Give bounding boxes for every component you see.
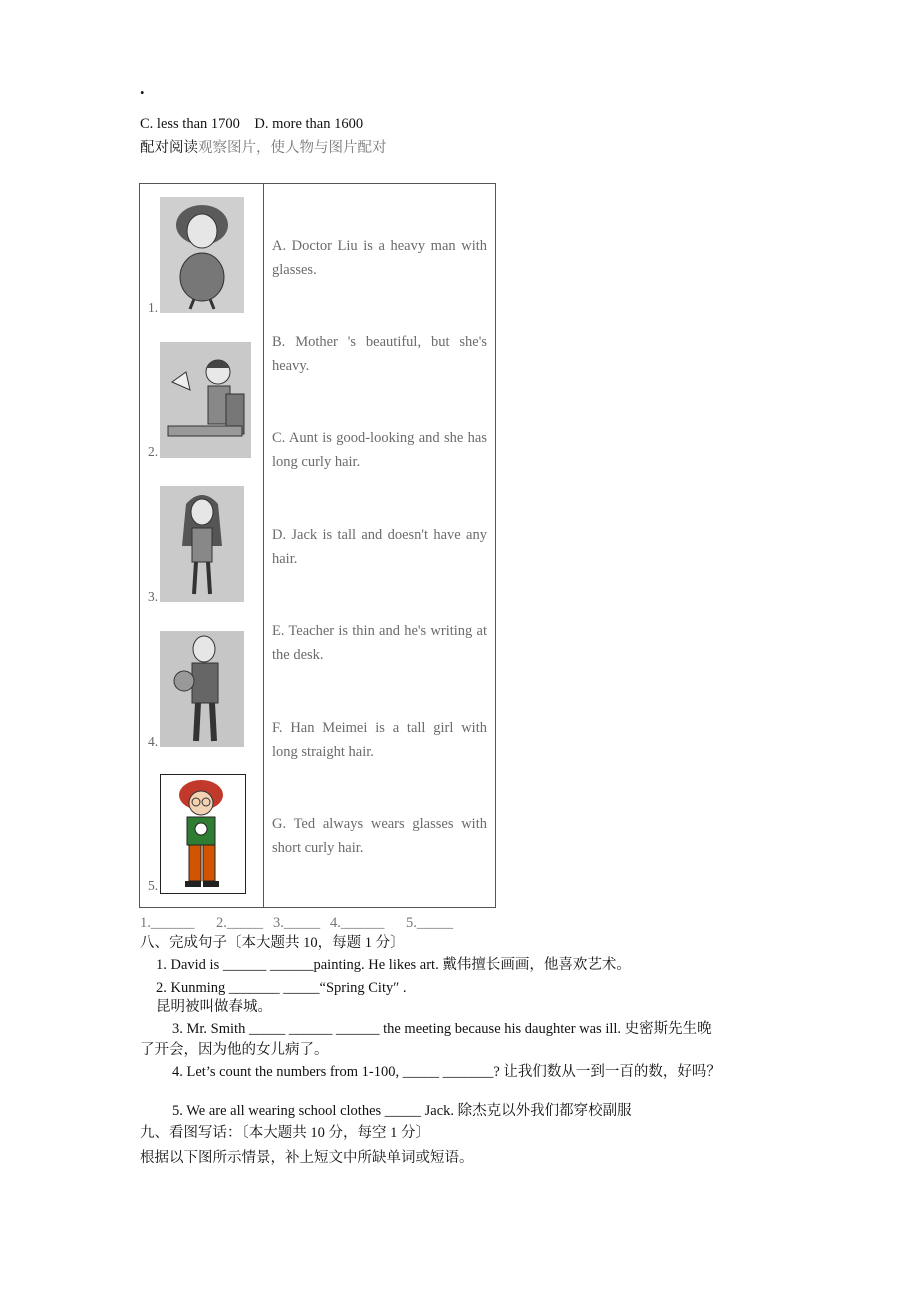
- matching-title: [140, 138, 387, 158]
- options-column: [264, 184, 496, 908]
- matching-title-rest: 观察图片，使人物与图片配对: [198, 140, 387, 156]
- answer-blank-2[interactable]: 2._____: [216, 915, 264, 931]
- picture-1-woman-image: [160, 197, 244, 313]
- pictures-column: [140, 184, 264, 908]
- picture-3-girl-image: [160, 486, 244, 602]
- previous-question-options: C. less than 1700 D. more than 1600: [140, 116, 364, 132]
- woman-figure-icon: [160, 197, 244, 313]
- sentence-3-continuation: 了开会，因为他的女儿病了。: [140, 1042, 329, 1058]
- option-a: A. Doctor Liu is a heavy man with glasses.: [272, 238, 487, 278]
- option-g: G. Ted always wears glasses with short curly hair.: [272, 816, 487, 856]
- option-b: B. Mother 's beautiful, but she's heavy.: [272, 334, 487, 374]
- option-f: F. Han Meimei is a tall girl with long straight hair.: [272, 720, 487, 760]
- sentence-2: 2. Kunming _______ _____“Spring City″ .: [156, 980, 407, 996]
- matching-table: [139, 183, 496, 908]
- answer-blank-5[interactable]: 5._____: [406, 915, 454, 931]
- answer-blanks: [140, 913, 453, 933]
- section-8-title: 八、完成句子〔本大题共 10，每题 1 分〕: [140, 935, 405, 951]
- sentence-1: 1. David is ______ ______painting. He likes art. 戴伟擅长画画，他喜欢艺术。: [156, 957, 631, 973]
- sentence-4: 4. Let’s count the numbers from 1-100, _____ _______? 让我们数从一到一百的数，好吗？: [172, 1064, 721, 1080]
- man-at-desk-icon: [160, 342, 251, 458]
- picture-4-number: 4.: [148, 734, 159, 749]
- section-9-instruction: 根据以下图所示情景，补上短文中所缺单词或短语。: [140, 1150, 474, 1166]
- boy-red-hair-glasses-icon: [161, 775, 245, 893]
- answer-blank-3[interactable]: 3._____: [273, 915, 321, 931]
- option-d: D. Jack is tall and doesn't have any hair.: [272, 527, 487, 567]
- page-bullet: .: [140, 78, 145, 98]
- picture-5-boy-image: [160, 774, 246, 894]
- picture-3-number: 3.: [148, 589, 159, 604]
- picture-1-number: 1.: [148, 300, 159, 315]
- section-9-title: 九、看图写话：〔本大题共 10 分，每空 1 分〕: [140, 1125, 430, 1141]
- picture-4-bald-man-image: [160, 631, 244, 747]
- option-c: C. Aunt is good-looking and she has long curly hair.: [272, 430, 487, 470]
- sentence-5: 5. We are all wearing school clothes _____ Jack. 除杰克以外我们都穿校副服: [172, 1103, 632, 1119]
- sentence-3: 3. Mr. Smith _____ ______ ______ the meeting because his daughter was ill. 史密斯先生晚: [172, 1021, 712, 1037]
- girl-curly-hair-icon: [160, 486, 244, 602]
- answer-blank-1[interactable]: 1.______: [140, 915, 195, 931]
- matching-title-bold: 配对阅读: [140, 140, 198, 156]
- bald-man-icon: [160, 631, 244, 747]
- sentence-2-translation: 昆明被叫做春城。: [156, 999, 272, 1015]
- picture-2-desk-image: [160, 342, 251, 458]
- picture-5-number: 5.: [148, 878, 159, 893]
- answer-blank-4[interactable]: 4.______: [330, 915, 385, 931]
- picture-2-number: 2.: [148, 444, 159, 459]
- option-e: E. Teacher is thin and he's writing at the desk.: [272, 623, 487, 663]
